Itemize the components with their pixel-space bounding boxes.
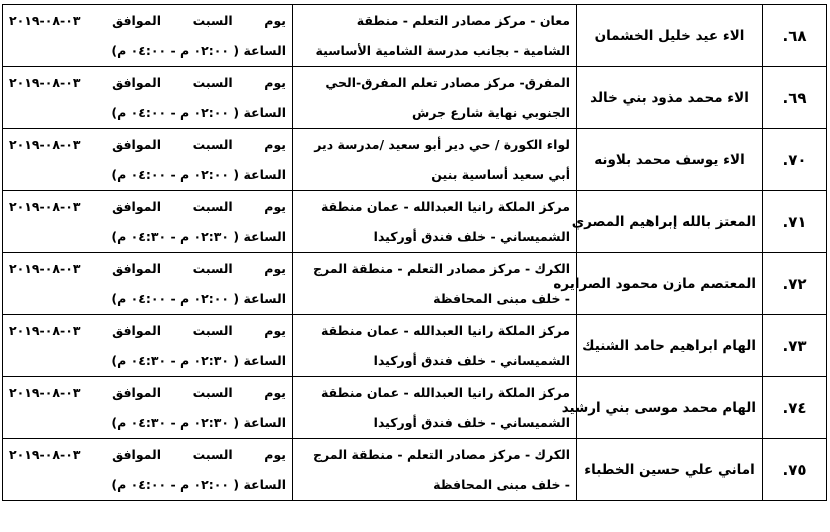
location-line: الكرك - مركز مصادر التعلم - منطقة المرج [312,260,570,276]
table-row [3,253,827,315]
location-line: معان - مركز مصادر التعلم - منطقة [356,12,570,28]
location-line: الشامية - بجانب مدرسة الشامية الأساسية [315,42,570,58]
date-time-cell [3,439,293,501]
date-text: يوم السبت الموافق ٠٣-٠٨-٢٠١٩ [9,260,286,276]
location-line: المفرق- مركز مصادر تعلم المفرق-الحي [325,74,570,90]
location-cell [293,5,577,67]
table-row [3,315,827,377]
table-row [3,129,827,191]
time-text: الساعة ( ٠٢:٣٠ م - ٠٤:٣٠ م) [111,352,286,368]
location-line: مركز الملكة رانيا العبدالله - عمان منطقة [320,384,570,400]
person-name: المعتصم مازن محمود الصرايره [577,253,763,315]
person-name: اماني علي حسين الخطباء [577,439,763,501]
row-number: ٧١. [763,191,827,253]
location-cell [293,67,577,129]
date-text: يوم السبت الموافق ٠٣-٠٨-٢٠١٩ [9,446,286,462]
location-line: - خلف مبنى المحافظة [433,290,570,306]
table-row [3,439,827,501]
person-name: الاء عيد خليل الخشمان [577,5,763,67]
person-name: الهام محمد موسى بني ارشيد [577,377,763,439]
location-cell [293,129,577,191]
location-line: الجنوبي نهاية شارع جرش [412,104,570,120]
person-name: المعتز بالله إبراهيم المصري [577,191,763,253]
date-text: يوم السبت الموافق ٠٣-٠٨-٢٠١٩ [9,12,286,28]
date-text: يوم السبت الموافق ٠٣-٠٨-٢٠١٩ [9,322,286,338]
location-cell [293,191,577,253]
time-text: الساعة ( ٠٢:٠٠ م - ٠٤:٠٠ م) [111,166,286,182]
location-cell [293,315,577,377]
person-name: الهام ابراهيم حامد الشنيك [577,315,763,377]
row-number: ٧٤. [763,377,827,439]
location-line: الكرك - مركز مصادر التعلم - منطقة المرج [312,446,570,462]
location-line: أبي سعيد أساسية بنين [431,166,570,182]
table-row [3,191,827,253]
table-row [3,377,827,439]
person-name: الاء يوسف محمد بلاونه [577,129,763,191]
location-cell [293,253,577,315]
row-number: ٧٢. [763,253,827,315]
date-text: يوم السبت الموافق ٠٣-٠٨-٢٠١٩ [9,136,286,152]
date-time-cell [3,377,293,439]
table-row [3,67,827,129]
schedule-table-body [3,5,827,501]
date-time-cell [3,129,293,191]
person-name: الاء محمد مذود بني خالد [577,67,763,129]
date-time-cell [3,67,293,129]
date-text: يوم السبت الموافق ٠٣-٠٨-٢٠١٩ [9,384,286,400]
location-line: الشميساني - خلف فندق أوركيدا [373,228,570,244]
location-line: لواء الكورة / حي دير أبو سعيد /مدرسة دير [314,136,570,152]
date-text: يوم السبت الموافق ٠٣-٠٨-٢٠١٩ [9,198,286,214]
table-row [3,5,827,67]
location-line: الشميساني - خلف فندق أوركيدا [373,414,570,430]
time-text: الساعة ( ٠٢:٠٠ م - ٠٤:٠٠ م) [111,42,286,58]
time-text: الساعة ( ٠٢:٣٠ م - ٠٤:٣٠ م) [111,228,286,244]
location-line: الشميساني - خلف فندق أوركيدا [373,352,570,368]
schedule-table [2,4,827,501]
location-line: مركز الملكة رانيا العبدالله - عمان منطقة [320,322,570,338]
date-text: يوم السبت الموافق ٠٣-٠٨-٢٠١٩ [9,74,286,90]
row-number: ٧٥. [763,439,827,501]
location-cell [293,377,577,439]
time-text: الساعة ( ٠٢:٠٠ م - ٠٤:٠٠ م) [111,476,286,492]
location-line: - خلف مبنى المحافظة [433,476,570,492]
time-text: الساعة ( ٠٢:٣٠ م - ٠٤:٣٠ م) [111,414,286,430]
row-number: ٦٨. [763,5,827,67]
time-text: الساعة ( ٠٢:٠٠ م - ٠٤:٠٠ م) [111,104,286,120]
date-time-cell [3,5,293,67]
time-text: الساعة ( ٠٢:٠٠ م - ٠٤:٠٠ م) [111,290,286,306]
row-number: ٦٩. [763,67,827,129]
row-number: ٧٠. [763,129,827,191]
date-time-cell [3,191,293,253]
location-cell [293,439,577,501]
date-time-cell [3,315,293,377]
location-line: مركز الملكة رانيا العبدالله - عمان منطقة [320,198,570,214]
date-time-cell [3,253,293,315]
row-number: ٧٣. [763,315,827,377]
